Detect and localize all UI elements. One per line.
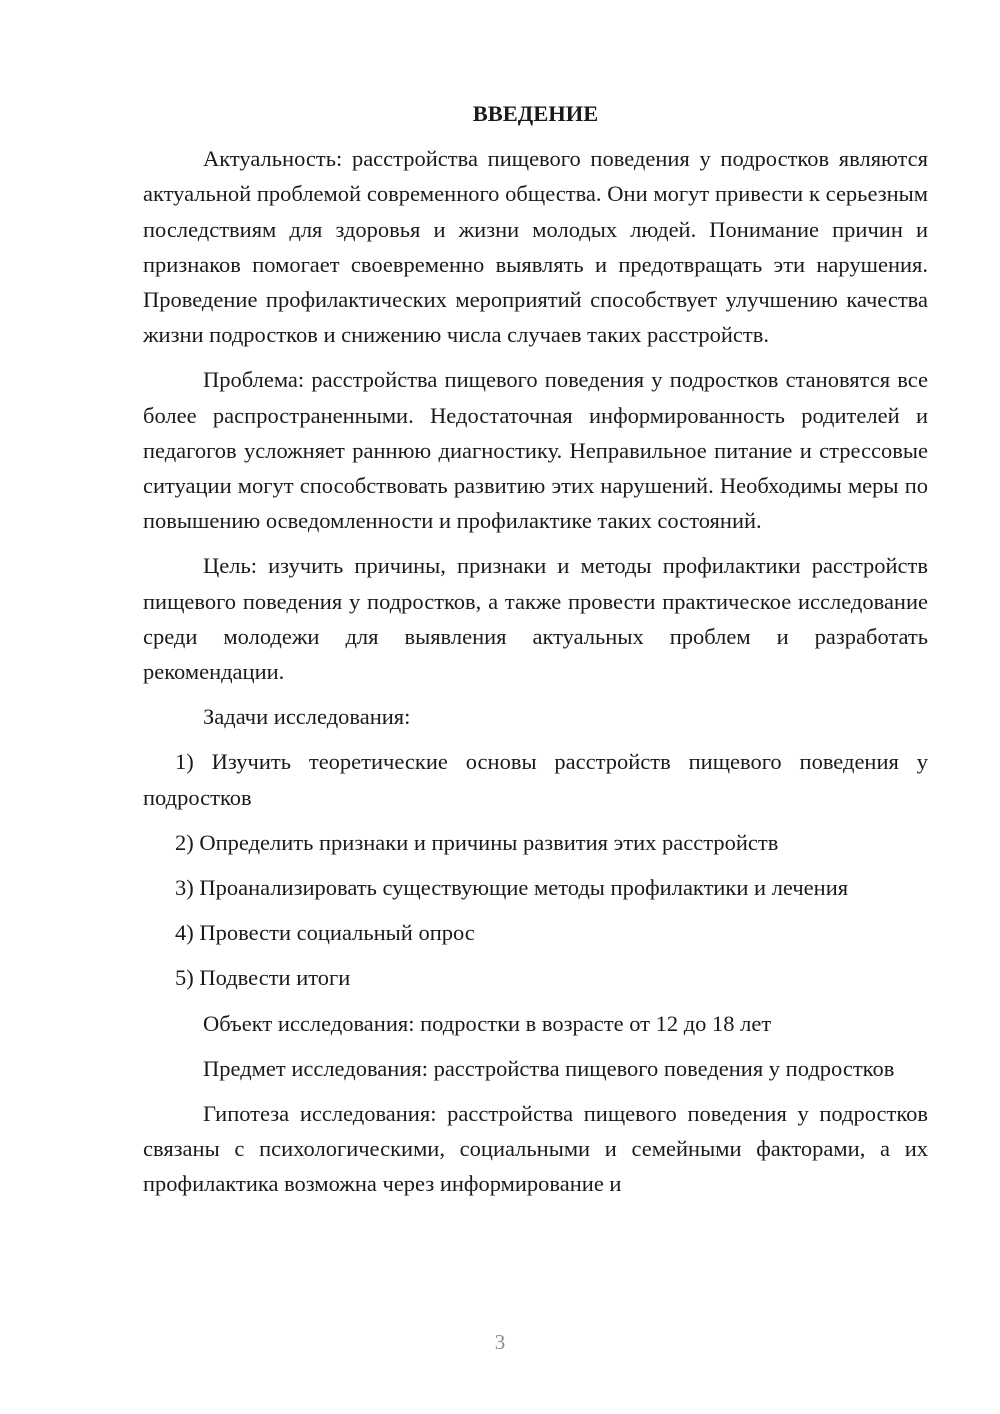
page-body xyxy=(143,96,928,1212)
page-number: 3 xyxy=(494,1330,506,1354)
paragraph-relevance: Актуальность: расстройства пищевого поведения у подростков являются актуальной проблемой современного общества. Они могут привести к серьезным последствиям для здоровья и жизни молодых людей. Понимание причин и признаков помогает своевременно выявлять и предотвращать эти нарушения. Проведение профилактических мероприятий способствует улучшению качества жизни подростков и снижению числа случаев таких расстройств. xyxy=(143,146,928,348)
paragraph-problem: Проблема: расстройства пищевого поведения у подростков становятся все более распространенными. Недостаточная информированность родителей и педагогов усложняет раннюю диагностику. Неправильное питание и стрессовые ситуации могут способствовать развитию этих нарушений. Необходимы меры по повышению осведомленности и профилактике таких состояний. xyxy=(143,367,928,534)
paragraph-hypothesis: Гипотеза исследования: расстройства пищевого поведения у подростков связаны с психологическими, социальными и семейными факторами, а их профилактика возможна через информирование и xyxy=(143,1101,928,1197)
task-item-3: 3) Проанализировать существующие методы профилактики и лечения xyxy=(175,875,849,901)
task-item-4: 4) Провести социальный опрос xyxy=(175,920,475,946)
paragraph-tasks-heading: Задачи исследования: xyxy=(203,704,411,730)
paragraph-subject: Предмет исследования: расстройства пищевого поведения у подростков xyxy=(203,1055,895,1081)
task-item-2: 2) Определить признаки и причины развития этих расстройств xyxy=(175,829,779,855)
paragraph-goal: Цель: изучить причины, признаки и методы профилактики расстройств пищевого поведения у подростков, а также провести практическое исследование среди молодежи для выявления актуальных проблем и разработать рекомендации. xyxy=(143,553,928,685)
task-item-5: 5) Подвести итоги xyxy=(175,965,351,991)
paragraph-object: Объект исследования: подростки в возрасте от 12 до 18 лет xyxy=(203,1010,772,1036)
task-item-1: 1) Изучить теоретические основы расстройств пищевого поведения у подростков xyxy=(143,749,928,810)
section-title: ВВЕДЕНИЕ xyxy=(472,101,599,126)
